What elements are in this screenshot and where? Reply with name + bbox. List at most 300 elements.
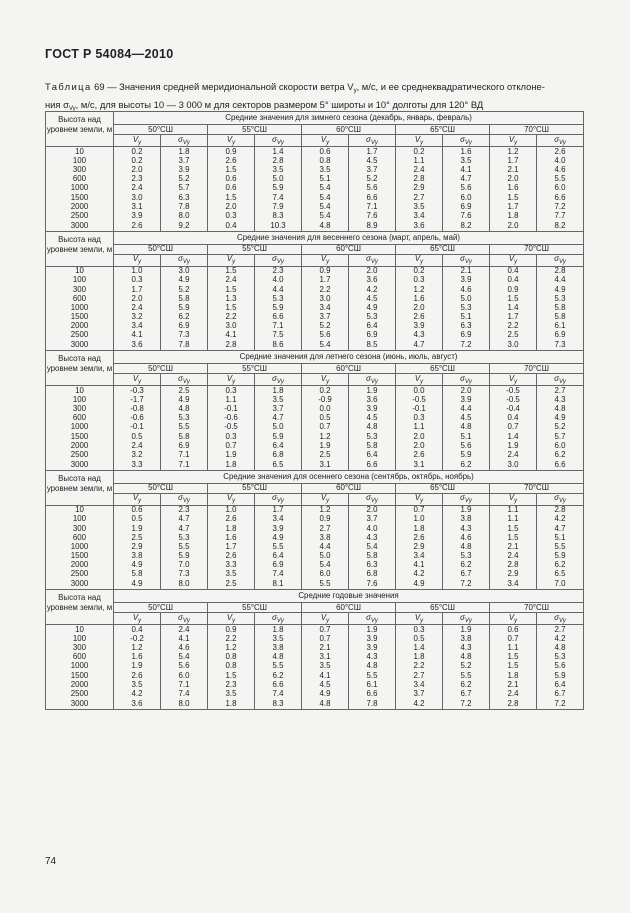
page-number: 74	[45, 856, 57, 867]
height-cell: 300	[46, 524, 114, 533]
value-cell: 1.2	[490, 147, 537, 157]
sigma-symbol: σ	[178, 493, 183, 502]
value-cell: 2.8	[490, 699, 537, 710]
v-symbol: V	[414, 373, 421, 383]
value-cell: 6.4	[255, 551, 302, 560]
value-cell: 4.2	[537, 634, 584, 643]
sigma-symbol: σ	[366, 373, 371, 383]
value-cell: 9.2	[161, 221, 208, 232]
sigma-symbol: σ	[554, 373, 559, 383]
value-cell: 8.0	[161, 211, 208, 220]
value-cell: 5.5	[349, 671, 396, 680]
value-cell: 7.9	[255, 202, 302, 211]
v-symbol: V	[226, 254, 233, 263]
value-cell: 8.2	[443, 221, 490, 232]
sigma-subheader	[349, 493, 396, 505]
latitude-header: 60°СШ	[302, 364, 396, 374]
value-cell: 3.4	[396, 211, 443, 220]
height-cell: 1000	[46, 542, 114, 551]
height-cell: 2500	[46, 450, 114, 459]
value-cell: 4.9	[537, 414, 584, 423]
value-cell: 5.5	[537, 542, 584, 551]
value-cell: 3.9	[443, 395, 490, 404]
v-index: y	[232, 498, 236, 504]
value-cell: 0.4	[490, 276, 537, 285]
value-cell: 2.4	[208, 276, 255, 285]
value-cell: 1.0	[114, 266, 161, 276]
table-row	[46, 653, 584, 662]
v-subheader	[114, 374, 161, 386]
value-cell: 7.8	[161, 340, 208, 351]
value-cell: 3.7	[302, 312, 349, 321]
value-cell: 3.9	[349, 643, 396, 652]
value-cell: 3.5	[396, 202, 443, 211]
value-cell: 2.4	[490, 689, 537, 698]
sigma-subheader	[443, 613, 490, 625]
table-row	[46, 579, 584, 590]
v-subheader	[208, 493, 255, 505]
value-cell: 1.2	[396, 285, 443, 294]
table-row	[46, 533, 584, 542]
table-row	[46, 441, 584, 450]
value-cell: 5.2	[349, 175, 396, 184]
value-cell: 3.7	[161, 156, 208, 165]
v-subheader	[490, 135, 537, 147]
value-cell: 6.2	[537, 450, 584, 459]
value-cell: 5.1	[443, 432, 490, 441]
height-cell: 300	[46, 285, 114, 294]
value-cell: 2.9	[396, 184, 443, 193]
value-cell: 6.1	[349, 680, 396, 689]
sigma-subheader	[537, 493, 584, 505]
value-cell: 5.7	[537, 432, 584, 441]
value-cell: 5.3	[537, 294, 584, 303]
value-cell: 1.4	[490, 432, 537, 441]
sigma-index: Vy	[370, 378, 378, 385]
value-cell: 4.1	[396, 561, 443, 570]
value-cell: -0.5	[490, 386, 537, 396]
value-cell: 3.3	[114, 460, 161, 471]
value-cell: 5.4	[302, 184, 349, 193]
height-cell: 10	[46, 505, 114, 515]
value-cell: 4.0	[255, 276, 302, 285]
value-cell: -0.6	[208, 414, 255, 423]
value-cell: 4.8	[443, 423, 490, 432]
caption-text-1: 69 — Значения средней меридиональной скорости ветра V	[91, 81, 354, 92]
value-cell: 6.7	[443, 570, 490, 579]
value-cell: 4.8	[349, 423, 396, 432]
value-cell: 1.5	[208, 285, 255, 294]
section-title: Средние значения для весеннего сезона (март, апрель, май)	[114, 231, 584, 244]
value-cell: 0.8	[302, 156, 349, 165]
value-cell: 1.0	[208, 505, 255, 515]
value-cell: 1.5	[208, 266, 255, 276]
table-row	[46, 524, 584, 533]
height-cell: 3000	[46, 699, 114, 710]
value-cell: -0.1	[114, 423, 161, 432]
value-cell: 0.3	[396, 625, 443, 635]
value-cell: 5.5	[255, 542, 302, 551]
value-cell: 4.2	[396, 699, 443, 710]
value-cell: 4.5	[349, 414, 396, 423]
value-cell: 2.8	[537, 266, 584, 276]
height-cell: 2500	[46, 570, 114, 579]
value-cell: 5.0	[302, 551, 349, 560]
height-cell: 3000	[46, 221, 114, 232]
value-cell: 6.1	[537, 322, 584, 331]
value-cell: 4.6	[443, 533, 490, 542]
height-cell: 3000	[46, 579, 114, 590]
value-cell: 2.7	[396, 671, 443, 680]
v-subheader	[114, 254, 161, 266]
value-cell: 5.3	[161, 414, 208, 423]
table-row	[46, 184, 584, 193]
value-cell: 0.3	[396, 414, 443, 423]
value-cell: 2.3	[255, 266, 302, 276]
value-cell: 1.2	[208, 643, 255, 652]
v-symbol: V	[508, 373, 515, 383]
height-cell: 600	[46, 653, 114, 662]
value-cell: 7.7	[537, 211, 584, 220]
value-cell: 8.9	[349, 221, 396, 232]
sigma-index: Vy	[276, 259, 284, 265]
value-cell: 3.0	[208, 322, 255, 331]
value-cell: 7.3	[161, 570, 208, 579]
v-subheader	[208, 613, 255, 625]
height-cell: 300	[46, 404, 114, 413]
value-cell: 7.0	[161, 561, 208, 570]
value-cell: 2.8	[396, 175, 443, 184]
value-cell: 5.3	[255, 294, 302, 303]
value-cell: 4.9	[255, 533, 302, 542]
latitude-header: 70°СШ	[490, 483, 584, 493]
value-cell: 8.0	[161, 579, 208, 590]
value-cell: 2.7	[396, 193, 443, 202]
value-cell: 4.7	[161, 524, 208, 533]
value-cell: 5.4	[302, 211, 349, 220]
value-cell: 6.3	[349, 561, 396, 570]
value-cell: 7.1	[161, 450, 208, 459]
value-cell: 0.4	[490, 414, 537, 423]
value-cell: -0.1	[396, 404, 443, 413]
value-cell: 3.6	[114, 340, 161, 351]
value-cell: 7.2	[443, 340, 490, 351]
sigma-index: Vy	[464, 259, 472, 265]
value-cell: 3.8	[443, 634, 490, 643]
value-cell: 8.0	[161, 699, 208, 710]
sigma-subheader	[443, 493, 490, 505]
sigma-symbol: σ	[366, 254, 371, 263]
height-cell: 1500	[46, 551, 114, 560]
value-cell: -0.5	[396, 395, 443, 404]
value-cell: 2.0	[396, 303, 443, 312]
value-cell: 3.4	[302, 303, 349, 312]
section-title-row	[46, 112, 584, 125]
v-subheader	[114, 135, 161, 147]
v-symbol: V	[320, 254, 327, 263]
value-cell: 4.7	[537, 524, 584, 533]
height-cell: 300	[46, 165, 114, 174]
v-symbol: V	[320, 612, 327, 622]
v-index: y	[138, 617, 142, 624]
value-cell: 3.9	[114, 211, 161, 220]
sigma-subheader	[443, 135, 490, 147]
value-cell: 0.7	[302, 423, 349, 432]
value-cell: 3.6	[396, 221, 443, 232]
value-cell: 4.9	[349, 303, 396, 312]
value-cell: 3.5	[255, 634, 302, 643]
value-cell: 5.5	[161, 423, 208, 432]
table-row	[46, 404, 584, 413]
value-cell: -0.6	[114, 414, 161, 423]
value-cell: 4.1	[161, 634, 208, 643]
value-cell: 1.7	[490, 156, 537, 165]
value-cell: 8.3	[255, 211, 302, 220]
value-cell: 0.3	[208, 211, 255, 220]
value-cell: 1.5	[208, 303, 255, 312]
value-cell: 4.7	[255, 414, 302, 423]
v-index: y	[138, 378, 142, 385]
sigma-symbol: σ	[366, 612, 371, 622]
value-cell: 6.4	[349, 450, 396, 459]
value-cell: 5.4	[161, 653, 208, 662]
value-cell: 6.5	[537, 570, 584, 579]
value-cell: 7.2	[443, 699, 490, 710]
value-cell: 6.7	[537, 689, 584, 698]
value-cell: 0.7	[490, 423, 537, 432]
value-cell: 3.9	[443, 276, 490, 285]
value-cell: 4.1	[443, 165, 490, 174]
value-cell: 2.0	[490, 221, 537, 232]
sigma-subheader	[255, 374, 302, 386]
value-cell: -0.2	[114, 634, 161, 643]
sigma-symbol: σ	[178, 254, 183, 263]
value-cell: 0.2	[302, 386, 349, 396]
value-cell: 5.6	[443, 184, 490, 193]
value-cell: 1.7	[208, 542, 255, 551]
latitude-header: 60°СШ	[302, 483, 396, 493]
value-cell: 1.5	[490, 524, 537, 533]
sigma-index: Vy	[182, 498, 190, 504]
value-cell: 7.6	[443, 211, 490, 220]
value-cell: 7.2	[443, 579, 490, 590]
value-cell: -0.8	[114, 404, 161, 413]
table-row	[46, 570, 584, 579]
value-cell: 6.9	[443, 202, 490, 211]
height-cell: 2000	[46, 441, 114, 450]
v-subheader	[490, 613, 537, 625]
value-cell: 6.4	[537, 680, 584, 689]
sigma-index: Vy	[558, 139, 566, 146]
caption-sigma-sub: Vy	[68, 106, 76, 112]
value-cell: 3.1	[302, 460, 349, 471]
v-subheader	[396, 493, 443, 505]
value-cell: 4.2	[396, 570, 443, 579]
value-cell: 4.3	[537, 395, 584, 404]
height-cell: 1000	[46, 303, 114, 312]
height-cell: 10	[46, 625, 114, 635]
value-cell: 3.9	[349, 634, 396, 643]
value-cell: 1.6	[443, 147, 490, 157]
value-cell: 5.3	[443, 551, 490, 560]
height-cell: 10	[46, 266, 114, 276]
value-cell: 6.6	[255, 312, 302, 321]
value-cell: 1.7	[302, 276, 349, 285]
value-cell: 2.1	[302, 643, 349, 652]
height-cell: 1500	[46, 671, 114, 680]
value-cell: 4.5	[349, 294, 396, 303]
value-cell: 1.5	[490, 653, 537, 662]
value-cell: -0.3	[114, 386, 161, 396]
sigma-subheader	[537, 254, 584, 266]
sigma-subheader	[349, 613, 396, 625]
height-cell: 100	[46, 395, 114, 404]
height-cell: 2000	[46, 561, 114, 570]
value-cell: 4.2	[349, 285, 396, 294]
v-symbol: V	[414, 254, 421, 263]
value-cell: 1.5	[208, 671, 255, 680]
value-cell: 8.6	[255, 340, 302, 351]
value-cell: 0.3	[208, 432, 255, 441]
value-cell: 4.5	[349, 156, 396, 165]
value-cell: 7.5	[255, 331, 302, 340]
v-symbol: V	[508, 134, 515, 144]
value-cell: 5.1	[537, 533, 584, 542]
value-cell: 0.9	[490, 285, 537, 294]
value-cell: 1.8	[208, 524, 255, 533]
value-cell: 6.9	[349, 331, 396, 340]
value-cell: 2.6	[114, 221, 161, 232]
value-cell: 0.3	[208, 386, 255, 396]
table-row	[46, 156, 584, 165]
value-cell: 6.3	[161, 193, 208, 202]
height-cell: 1500	[46, 432, 114, 441]
value-cell: 6.2	[443, 460, 490, 471]
value-cell: 4.8	[302, 699, 349, 710]
value-cell: 0.2	[114, 156, 161, 165]
value-cell: 1.5	[490, 294, 537, 303]
value-cell: 1.6	[114, 653, 161, 662]
sigma-index: Vy	[370, 259, 378, 265]
latitude-header: 50°СШ	[114, 244, 208, 254]
sigma-symbol: σ	[272, 134, 277, 144]
v-index: y	[326, 498, 330, 504]
value-cell: 7.8	[161, 202, 208, 211]
v-index: y	[138, 139, 142, 146]
sigma-symbol: σ	[366, 134, 371, 144]
v-index: y	[232, 259, 236, 265]
value-cell: 4.6	[443, 285, 490, 294]
value-cell: 2.4	[396, 165, 443, 174]
value-cell: 3.5	[443, 156, 490, 165]
value-cell: 2.0	[349, 505, 396, 515]
table-row	[46, 294, 584, 303]
value-cell: 3.2	[114, 312, 161, 321]
sigma-symbol: σ	[460, 493, 465, 502]
value-cell: 4.6	[537, 165, 584, 174]
sigma-subheader	[255, 135, 302, 147]
value-cell: 3.9	[396, 322, 443, 331]
value-cell: 1.3	[208, 294, 255, 303]
value-cell: 2.7	[537, 386, 584, 396]
value-cell: 3.4	[490, 579, 537, 590]
table-row	[46, 680, 584, 689]
v-index: y	[326, 139, 330, 146]
value-cell: 3.9	[161, 165, 208, 174]
value-cell: 2.0	[443, 386, 490, 396]
value-cell: 0.8	[208, 662, 255, 671]
value-cell: 3.6	[114, 699, 161, 710]
v-subheader	[396, 374, 443, 386]
table-row	[46, 386, 584, 396]
value-cell: 5.2	[161, 175, 208, 184]
sigma-index: Vy	[558, 378, 566, 385]
latitude-header: 65°СШ	[396, 244, 490, 254]
v-index: y	[232, 617, 236, 624]
value-cell: 0.6	[302, 147, 349, 157]
v-symbol: V	[132, 612, 139, 622]
sigma-subheader	[443, 374, 490, 386]
value-cell: 3.1	[302, 653, 349, 662]
v-index: y	[514, 259, 518, 265]
value-cell: -0.5	[490, 395, 537, 404]
value-cell: 0.8	[208, 653, 255, 662]
value-cell: 5.4	[302, 340, 349, 351]
v-symbol: V	[226, 134, 233, 144]
value-cell: 0.5	[302, 414, 349, 423]
value-cell: 2.4	[490, 450, 537, 459]
value-cell: 2.9	[396, 542, 443, 551]
value-cell: -1.7	[114, 395, 161, 404]
value-cell: 4.3	[396, 331, 443, 340]
sigma-subheader	[349, 135, 396, 147]
value-cell: 2.7	[537, 625, 584, 635]
caption-label: Таблица	[45, 81, 92, 92]
v-symbol: V	[414, 612, 421, 622]
table-row	[46, 625, 584, 635]
value-cell: 3.5	[208, 570, 255, 579]
value-cell: 1.1	[396, 156, 443, 165]
value-cell: 6.8	[255, 450, 302, 459]
sigma-index: Vy	[464, 498, 472, 504]
value-cell: 4.8	[443, 542, 490, 551]
value-cell: 6.0	[443, 193, 490, 202]
value-cell: 1.8	[255, 625, 302, 635]
v-index: y	[420, 139, 424, 146]
sigma-index: Vy	[276, 617, 284, 624]
value-cell: 5.9	[161, 551, 208, 560]
value-cell: 8.3	[255, 699, 302, 710]
value-cell: 7.1	[161, 460, 208, 471]
value-cell: 3.4	[255, 515, 302, 524]
value-cell: 2.5	[114, 533, 161, 542]
value-cell: 1.9	[114, 524, 161, 533]
value-cell: 3.4	[396, 551, 443, 560]
value-cell: 0.5	[114, 432, 161, 441]
height-cell: 600	[46, 533, 114, 542]
sigma-symbol: σ	[460, 612, 465, 622]
latitude-header: 55°СШ	[208, 125, 302, 135]
v-index: y	[420, 378, 424, 385]
v-symbol: V	[414, 493, 421, 502]
value-cell: 2.4	[490, 551, 537, 560]
value-cell: 6.9	[161, 322, 208, 331]
v-subheader	[396, 613, 443, 625]
value-cell: 6.6	[537, 193, 584, 202]
height-header: Высота над уровнем земли, м	[46, 112, 114, 147]
height-cell: 2500	[46, 331, 114, 340]
sigma-subheader	[537, 613, 584, 625]
